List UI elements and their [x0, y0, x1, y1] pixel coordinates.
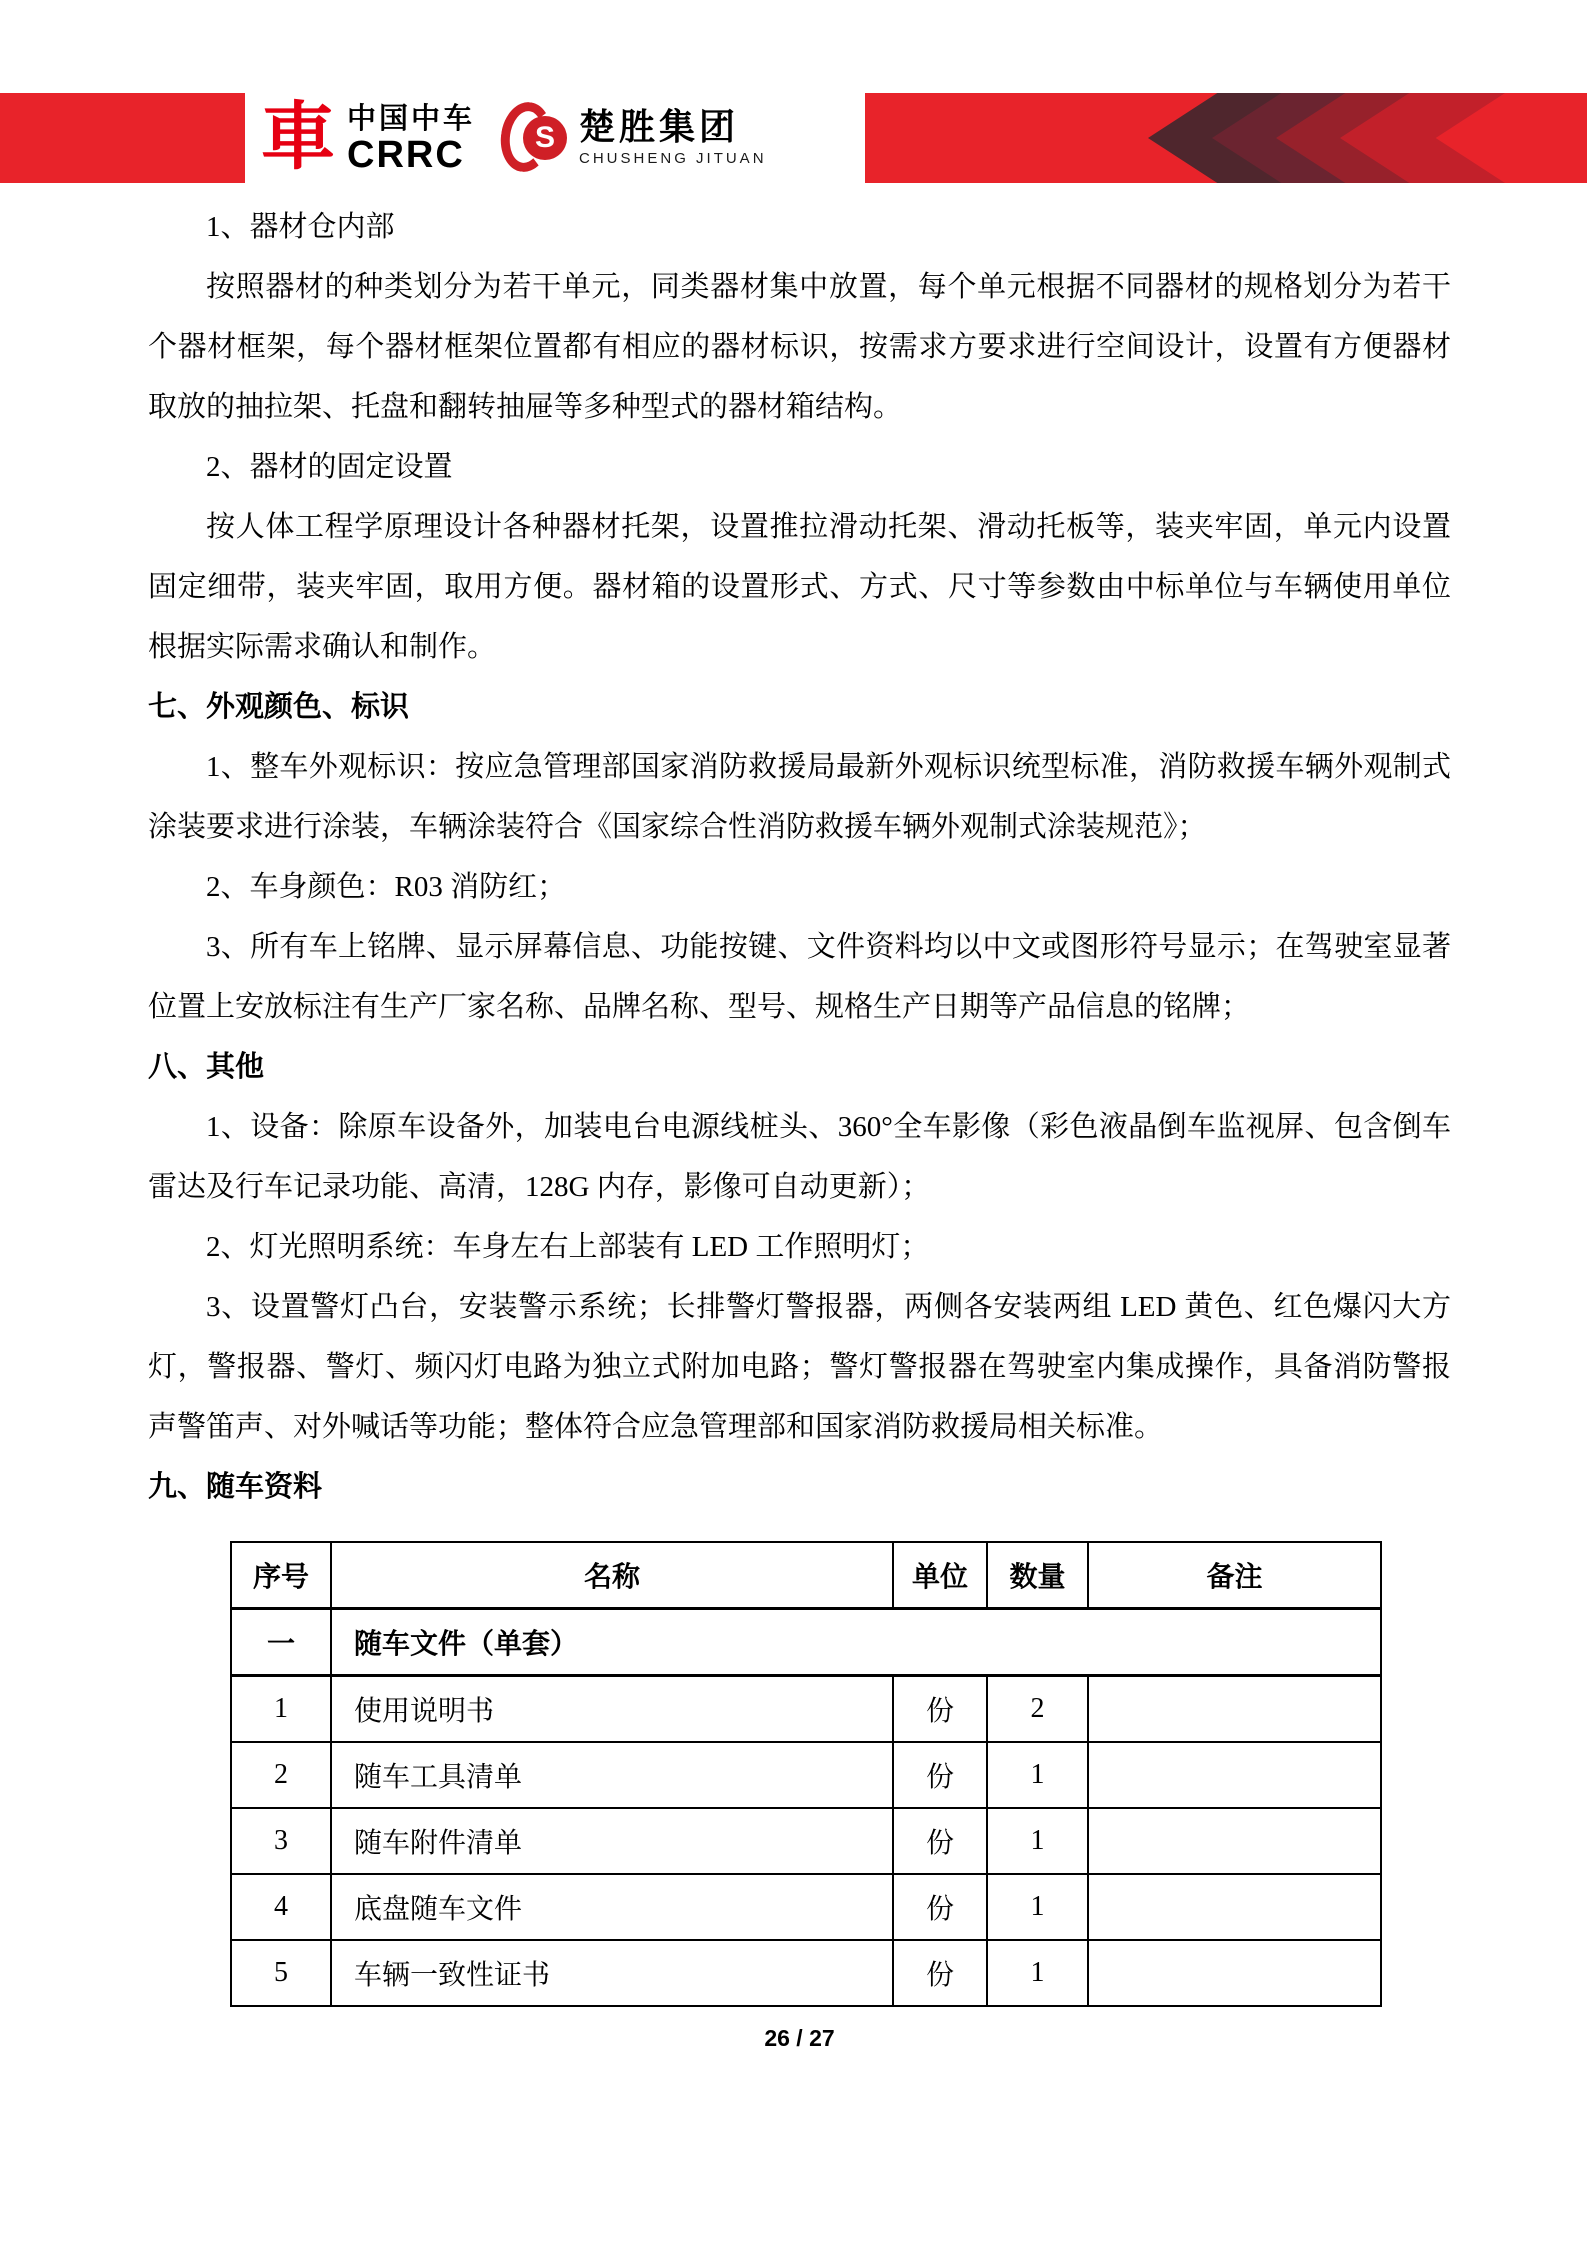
- table-header-row: [231, 1542, 1381, 1609]
- col-header-name: 名称: [331, 1542, 893, 1609]
- paragraph: 1、整车外观标识：按应急管理部国家消防救援局最新外观标识统型标准，消防救援车辆外观制式涂装要求进行涂装，车辆涂装符合《国家综合性消防救援车辆外观制式涂装规范》；: [148, 751, 1451, 843]
- cell-unit: 份: [893, 1808, 987, 1874]
- cell-no: 3: [231, 1808, 331, 1874]
- col-header-note: 备注: [1088, 1542, 1381, 1609]
- cell-name: 底盘随车文件: [331, 1874, 893, 1940]
- col-header-unit: 单位: [893, 1542, 987, 1609]
- cell-no: 4: [231, 1874, 331, 1940]
- cell-note: [1088, 1676, 1381, 1743]
- list-item: 2、器材的固定设置: [206, 451, 453, 483]
- list-item: 1、器材仓内部: [206, 211, 395, 243]
- paragraph: 3、所有车上铭牌、显示屏幕信息、功能按键、文件资料均以中文或图形符号显示；在驾驶室显著位置上安放标注有生产厂家名称、品牌名称、型号、规格生产日期等产品信息的铭牌；: [148, 931, 1451, 1023]
- crrc-emblem-icon: 車: [261, 97, 335, 179]
- section-heading: 九、随车资料: [148, 1471, 323, 1503]
- cell-no: 1: [231, 1676, 331, 1743]
- cell-no: 2: [231, 1742, 331, 1808]
- table-row: [231, 1940, 1381, 2006]
- cell-unit: 份: [893, 1676, 987, 1743]
- crrc-name-en: CRRC: [347, 134, 465, 176]
- paragraph: 按人体工程学原理设计各种器材托架，设置推拉滑动托架、滑动托板等，装夹牢固，单元内设置固定细带，装夹牢固，取用方便。器材箱的设置形式、方式、尺寸等参数由中标单位与车辆使用单位根据实际需求确认和制作。: [148, 511, 1451, 663]
- chusheng-name-en: CHUSHENG JITUAN: [579, 150, 767, 167]
- table-section-row: [231, 1609, 1381, 1676]
- paragraph: 3、设置警灯凸台，安装警示系统；长排警灯警报器，两侧各安装两组 LED 黄色、红色爆闪大方灯，警报器、警灯、频闪灯电路为独立式附加电路；警灯警报器在驾驶室内集成操作，具备消防警报声警笛声、对外喊话等功能；整体符合应急管理部和国家消防救援局相关标准。: [148, 1291, 1451, 1443]
- letterhead-band: [0, 93, 1587, 183]
- band-left-red-block: [0, 93, 245, 183]
- letterhead-logos: [245, 93, 865, 183]
- list-item: 2、车身颜色：R03 消防红；: [206, 871, 567, 903]
- cell-note: [1088, 1940, 1381, 2006]
- table-row: [231, 1874, 1381, 1940]
- chusheng-emblem-icon: [501, 100, 567, 176]
- table-row: [231, 1676, 1381, 1743]
- chusheng-name-cn: 楚胜集团: [579, 107, 740, 147]
- document-body: [0, 183, 1587, 2052]
- chusheng-logo: [501, 100, 767, 176]
- section-heading: 八、其他: [148, 1051, 265, 1083]
- cell-name: 随车附件清单: [331, 1808, 893, 1874]
- list-item: 2、灯光照明系统：车身左右上部装有 LED 工作照明灯；: [206, 1231, 930, 1263]
- cell-unit: 份: [893, 1742, 987, 1808]
- cell-note: [1088, 1808, 1381, 1874]
- cell-qty: 1: [987, 1742, 1088, 1808]
- s-circle-icon: S: [523, 116, 567, 160]
- table-row: [231, 1742, 1381, 1808]
- cell-qty: 1: [987, 1874, 1088, 1940]
- page-number: 26 / 27: [764, 2025, 835, 2051]
- crrc-logo: [261, 99, 475, 177]
- cell-note: [1088, 1874, 1381, 1940]
- crrc-name-cn: 中国中车: [347, 103, 476, 135]
- cell-name: 使用说明书: [331, 1676, 893, 1743]
- paragraph: 1、设备：除原车设备外，加装电台电源线桩头、360°全车影像（彩色液晶倒车监视屏、包含倒车雷达及行车记录功能、高清，128G 内存，影像可自动更新）；: [148, 1111, 1451, 1203]
- cell-qty: 1: [987, 1808, 1088, 1874]
- cell-note: [1088, 1742, 1381, 1808]
- cell-name: 随车工具清单: [331, 1742, 893, 1808]
- cell-no: 5: [231, 1940, 331, 2006]
- table-row: [231, 1808, 1381, 1874]
- cell-qty: 2: [987, 1676, 1088, 1743]
- cell-section-name: 随车文件（单套）: [331, 1609, 1381, 1676]
- paragraph: 按照器材的种类划分为若干单元，同类器材集中放置，每个单元根据不同器材的规格划分为若干个器材框架，每个器材框架位置都有相应的器材标识，按需求方要求进行空间设计，设置有方便器材取放的抽拉架、托盘和翻转抽屉等多种型式的器材箱结构。: [148, 271, 1451, 423]
- col-header-qty: 数量: [987, 1542, 1088, 1609]
- cell-qty: 1: [987, 1940, 1088, 2006]
- band-right-red-block: [865, 93, 1587, 183]
- cell-name: 车辆一致性证书: [331, 1940, 893, 2006]
- accompanying-documents-table: [230, 1541, 1382, 2007]
- col-header-no: 序号: [231, 1542, 331, 1609]
- cell-unit: 份: [893, 1874, 987, 1940]
- cell-unit: 份: [893, 1940, 987, 2006]
- cell-no: 一: [231, 1609, 331, 1676]
- section-heading: 七、外观颜色、标识: [148, 691, 410, 723]
